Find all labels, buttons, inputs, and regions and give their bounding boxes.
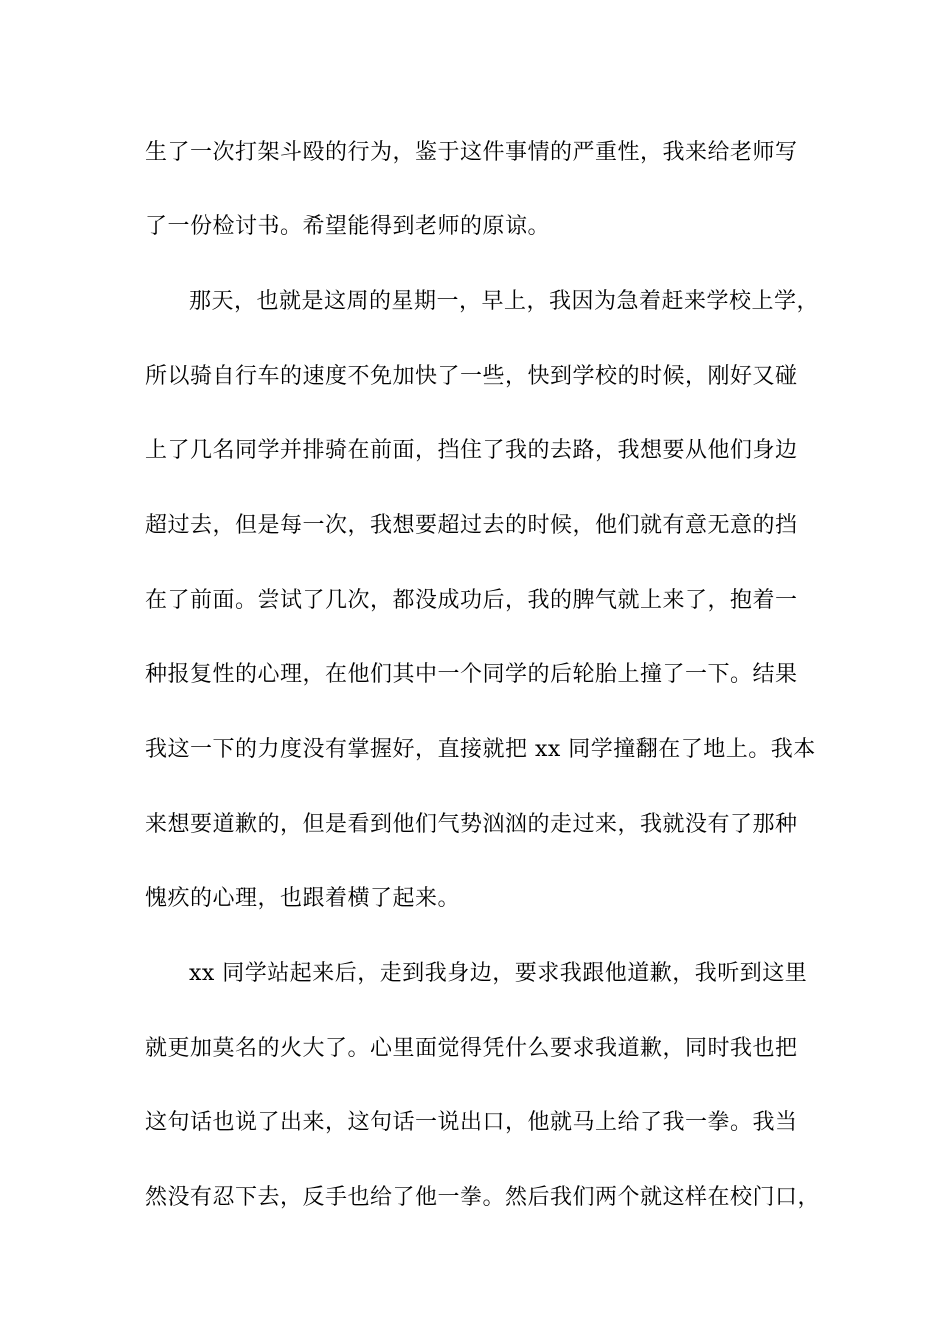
text-line: 来想要道歉的，但是看到他们气势汹汹的走过来，我就没有了那种 [145, 812, 798, 837]
text-line: 就更加莫名的火大了。心里面觉得凭什么要求我道歉，同时我也把 [145, 1036, 798, 1061]
text-line: 生了一次打架斗殴的行为，鉴于这件事情的严重性，我来给老师写 [145, 140, 798, 165]
text-line: 在了前面。尝试了几次，都没成功后，我的脾气就上来了，抱着一 [145, 588, 798, 613]
paragraph-start-line: 那天，也就是这周的星期一，早上，我因为急着赶来学校上学， [189, 289, 820, 314]
text-line: 种报复性的心理，在他们其中一个同学的后轮胎上撞了一下。结果 [145, 662, 798, 687]
text-line: 我这一下的力度没有掌握好，直接就把 xx 同学撞翻在了地上。我本 [145, 737, 816, 762]
text-line: 然没有忍下去，反手也给了他一拳。然后我们两个就这样在校门口， [145, 1185, 821, 1210]
text-line: 了一份检讨书。希望能得到老师的原谅。 [145, 214, 551, 239]
text-line: 这句话也说了出来，这句话一说出口，他就马上给了我一拳。我当 [145, 1110, 798, 1135]
text-line: 愧疚的心理，也跟着横了起来。 [145, 886, 461, 911]
text-line: 所以骑自行车的速度不免加快了一些，快到学校的时候，刚好又碰 [145, 364, 798, 389]
text-line: 超过去，但是每一次，我想要超过去的时候，他们就有意无意的挡 [145, 513, 798, 538]
paragraph-start-line: xx 同学站起来后，走到我身边，要求我跟他道歉，我听到这里 [189, 961, 808, 986]
text-line: 上了几名同学并排骑在前面，挡住了我的去路，我想要从他们身边 [145, 438, 798, 463]
